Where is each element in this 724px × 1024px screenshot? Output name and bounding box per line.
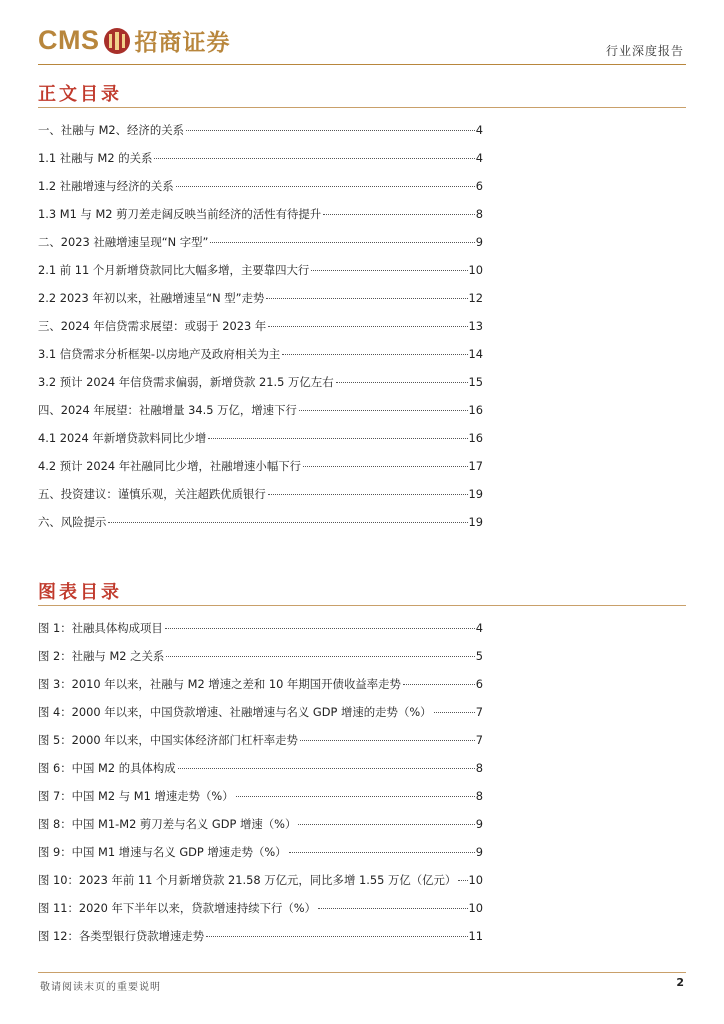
dot-leader bbox=[268, 494, 468, 495]
toc-entry[interactable] bbox=[38, 508, 483, 536]
figure-entry-title: 图 11：2020 年下半年以来，贷款增速持续下行（%） bbox=[38, 901, 316, 915]
figure-entry-page: 7 bbox=[475, 733, 483, 747]
toc-entry-page: 16 bbox=[468, 403, 483, 417]
report-type-label: 行业深度报告 bbox=[605, 44, 684, 58]
figure-entry-page: 11 bbox=[468, 929, 483, 943]
figure-entry[interactable] bbox=[38, 726, 483, 754]
toc-entry-page: 17 bbox=[468, 459, 483, 473]
figure-entry[interactable] bbox=[38, 670, 483, 698]
dot-leader bbox=[178, 768, 475, 769]
dot-leader bbox=[336, 382, 468, 383]
toc-entry[interactable] bbox=[38, 368, 483, 396]
figure-entry-title: 图 4：2000 年以来，中国贷款增速、社融增速与名义 GDP 增速的走势（%） bbox=[38, 705, 432, 719]
toc-entry[interactable] bbox=[38, 480, 483, 508]
dot-leader bbox=[318, 908, 468, 909]
figure-entry[interactable] bbox=[38, 866, 483, 894]
disclaimer-note: 敬请阅读末页的重要说明 bbox=[40, 982, 161, 993]
toc-entry-title: 四、2024 年展望：社融增量 34.5 万亿，增速下行 bbox=[38, 403, 297, 417]
contents-title-divider bbox=[38, 107, 686, 108]
dot-leader bbox=[300, 740, 475, 741]
dot-leader bbox=[303, 466, 468, 467]
toc-entry[interactable] bbox=[38, 228, 483, 256]
dot-leader bbox=[266, 298, 467, 299]
toc-entry[interactable] bbox=[38, 200, 483, 228]
figure-entry-title: 图 9：中国 M1 增速与名义 GDP 增速走势（%） bbox=[38, 845, 287, 859]
figure-entry-page: 10 bbox=[468, 901, 483, 915]
toc-entry-page: 15 bbox=[468, 375, 483, 389]
dot-leader bbox=[206, 936, 467, 937]
toc-entry[interactable] bbox=[38, 172, 483, 200]
figure-entry[interactable] bbox=[38, 642, 483, 670]
toc-entry[interactable] bbox=[38, 424, 483, 452]
toc-entry-title: 三、2024 年信贷需求展望：或弱于 2023 年 bbox=[38, 319, 267, 333]
cms-logo bbox=[38, 24, 231, 57]
figure-entry[interactable] bbox=[38, 782, 483, 810]
dot-leader bbox=[165, 628, 475, 629]
dot-leader bbox=[434, 712, 475, 713]
figure-entry-page: 7 bbox=[475, 705, 483, 719]
figure-entry[interactable] bbox=[38, 838, 483, 866]
figure-entry-page: 8 bbox=[475, 789, 483, 803]
toc-entry-page: 12 bbox=[468, 291, 483, 305]
toc-entry-page: 4 bbox=[475, 151, 483, 165]
dot-leader bbox=[323, 214, 475, 215]
dot-leader bbox=[311, 270, 467, 271]
figures-title: 图表目录 bbox=[38, 582, 122, 603]
toc-entry-title: 1.1 社融与 M2 的关系 bbox=[38, 151, 153, 165]
page-number: 2 bbox=[676, 976, 684, 989]
toc-entry-page: 8 bbox=[475, 207, 483, 221]
dot-leader bbox=[289, 852, 475, 853]
dot-leader bbox=[176, 186, 475, 187]
toc-entry-page: 10 bbox=[468, 263, 483, 277]
toc-entry-page: 19 bbox=[468, 515, 483, 529]
dot-leader bbox=[154, 158, 474, 159]
figures-list bbox=[38, 614, 483, 950]
logo-latin-text: CMS bbox=[38, 25, 100, 55]
footer-divider bbox=[38, 972, 686, 973]
dot-leader bbox=[208, 438, 467, 439]
dot-leader bbox=[458, 880, 467, 881]
toc-entry-title: 五、投资建议：谨慎乐观，关注超跌优质银行 bbox=[38, 487, 266, 501]
figure-entry-page: 9 bbox=[475, 845, 483, 859]
dot-leader bbox=[186, 130, 475, 131]
dot-leader bbox=[299, 410, 468, 411]
toc-entry-title: 一、社融与 M2、经济的关系 bbox=[38, 123, 184, 137]
figure-entry-title: 图 8：中国 M1-M2 剪刀差与名义 GDP 增速（%） bbox=[38, 817, 297, 831]
toc-entry-title: 二、2023 社融增速呈现“N 字型” bbox=[38, 235, 209, 249]
dot-leader bbox=[268, 326, 467, 327]
figure-entry[interactable] bbox=[38, 922, 483, 950]
dot-leader bbox=[210, 242, 474, 243]
logo-chinese-text: 招商证券 bbox=[134, 29, 231, 56]
toc-entry-title: 3.2 预计 2024 年信贷需求偏弱，新增贷款 21.5 万亿左右 bbox=[38, 375, 334, 389]
figure-entry-title: 图 12：各类型银行贷款增速走势 bbox=[38, 929, 205, 943]
toc-entry[interactable] bbox=[38, 116, 483, 144]
figures-title-divider bbox=[38, 605, 686, 606]
dot-leader bbox=[282, 354, 467, 355]
logo-emblem-icon bbox=[104, 28, 130, 54]
toc-entry-title: 1.3 M1 与 M2 剪刀差走阔反映当前经济的活性有待提升 bbox=[38, 207, 322, 221]
toc-entry-title: 2.1 前 11 个月新增贷款同比大幅多增，主要靠四大行 bbox=[38, 263, 310, 277]
figure-entry-page: 5 bbox=[475, 649, 483, 663]
toc-entry-page: 14 bbox=[468, 347, 483, 361]
figure-entry-title: 图 6：中国 M2 的具体构成 bbox=[38, 761, 176, 775]
figure-entry[interactable] bbox=[38, 698, 483, 726]
figure-entry-page: 8 bbox=[475, 761, 483, 775]
toc-entry-title: 3.1 信贷需求分析框架-以房地产及政府相关为主 bbox=[38, 347, 281, 361]
toc-entry-title: 2.2 2023 年初以来，社融增速呈“N 型”走势 bbox=[38, 291, 265, 305]
figure-entry-title: 图 10：2023 年前 11 个月新增贷款 21.58 万亿元，同比多增 1.55 万亿（亿元） bbox=[38, 873, 457, 887]
toc-entry-page: 16 bbox=[468, 431, 483, 445]
figure-entry[interactable] bbox=[38, 810, 483, 838]
dot-leader bbox=[236, 796, 475, 797]
header-divider bbox=[38, 64, 686, 65]
toc-entry-page: 19 bbox=[468, 487, 483, 501]
dot-leader bbox=[298, 824, 474, 825]
toc-entry[interactable] bbox=[38, 312, 483, 340]
toc-entry[interactable] bbox=[38, 452, 483, 480]
toc-entry-title: 4.2 预计 2024 年社融同比少增，社融增速小幅下行 bbox=[38, 459, 301, 473]
figure-entry-title: 图 1：社融具体构成项目 bbox=[38, 621, 163, 635]
dot-leader bbox=[108, 522, 467, 523]
toc-entry-title: 六、风险提示 bbox=[38, 515, 107, 529]
toc-entry-page: 13 bbox=[468, 319, 483, 333]
toc-entry[interactable] bbox=[38, 284, 483, 312]
toc-entry-title: 4.1 2024 年新增贷款料同比少增 bbox=[38, 431, 207, 445]
toc-entry[interactable] bbox=[38, 340, 483, 368]
toc-entry[interactable] bbox=[38, 396, 483, 424]
figure-entry[interactable] bbox=[38, 754, 483, 782]
page-header bbox=[0, 0, 724, 70]
figure-entry[interactable] bbox=[38, 894, 483, 922]
figure-entry-title: 图 2：社融与 M2 之关系 bbox=[38, 649, 165, 663]
figure-entry-page: 6 bbox=[475, 677, 483, 691]
figure-entry-page: 4 bbox=[475, 621, 483, 635]
dot-leader bbox=[403, 684, 475, 685]
toc-entry-page: 6 bbox=[475, 179, 483, 193]
figure-entry-title: 图 3：2010 年以来，社融与 M2 增速之差和 10 年期国开债收益率走势 bbox=[38, 677, 401, 691]
figure-entry-title: 图 5：2000 年以来，中国实体经济部门杠杆率走势 bbox=[38, 733, 298, 747]
toc-entry[interactable] bbox=[38, 256, 483, 284]
toc-entry-title: 1.2 社融增速与经济的关系 bbox=[38, 179, 174, 193]
figure-entry-page: 9 bbox=[475, 817, 483, 831]
dot-leader bbox=[166, 656, 474, 657]
contents-list bbox=[38, 116, 483, 536]
figure-entry[interactable] bbox=[38, 614, 483, 642]
toc-entry[interactable] bbox=[38, 144, 483, 172]
toc-entry-page: 4 bbox=[475, 123, 483, 137]
figure-entry-title: 图 7：中国 M2 与 M1 增速走势（%） bbox=[38, 789, 234, 803]
toc-entry-page: 9 bbox=[475, 235, 483, 249]
figure-entry-page: 10 bbox=[468, 873, 483, 887]
contents-title: 正文目录 bbox=[38, 84, 122, 105]
